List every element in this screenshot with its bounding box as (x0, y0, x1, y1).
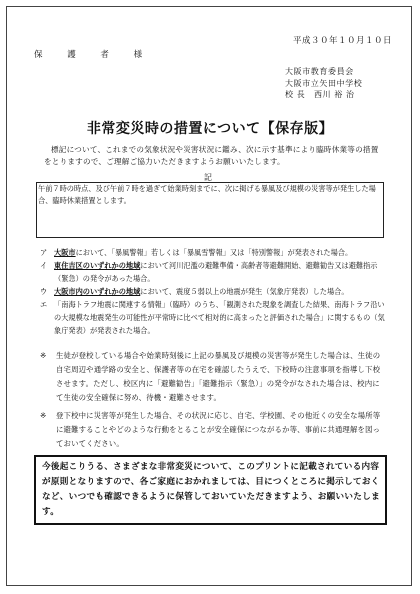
document-date: 平成３０年１０月１０日 (292, 36, 392, 46)
notes-section (40, 349, 385, 455)
item-marker: ア (40, 248, 48, 257)
list-item (40, 246, 390, 259)
criteria-text: 午前７時の時点、及び午前７時を過ぎて始業時刻までに、次に掲げる暴風及び規模の災害等が発生した場合、臨時休業措置とします。 (38, 184, 376, 205)
item-lead: 大阪市 (54, 248, 76, 257)
note-marker: ※ (40, 351, 47, 360)
item-lead: 東住吉区のいずれかの地域 (54, 261, 141, 270)
page-title: 非常変災時の措置について【保存版】 (86, 121, 334, 137)
sender-block (285, 66, 362, 101)
closing-text: 今後起こりうる、さまざまな非常変災について、このプリントに記載されている内容が原則となりますので、各ご家庭におかれましては、目につくところに掲示しておくなど、いつでも確認できるように保管しておいていただきますよう、お願いいたします。 (42, 462, 380, 517)
sender-school: 大阪市立矢田中学校 (285, 78, 363, 88)
item-marker: ウ (40, 287, 48, 296)
item-text: 「南海トラフ地震に関連する情報」（臨時）のうち、「観測された現象を調査した結果、南海トラフ沿いの大規模な地震発生の可能性が平常時に比べて相対的に高まったと評価された場合」に関するもの（気象庁発表）が発表された場合。 (54, 300, 385, 335)
list-item (40, 259, 390, 285)
item-marker: イ (40, 261, 48, 270)
sender-organization: 大阪市教育委員会 (285, 67, 354, 76)
intro-paragraph (44, 144, 384, 168)
item-text: において、震度５弱以上の地震が発生（気象庁発表）した場合。 (140, 287, 349, 296)
item-text: において、「暴風警報」若しくは「暴風雪警報」又は「特別警報」が発表された場合。 (75, 248, 353, 257)
intro-text: 標記について、これまでの気象状況や災害状況に鑑み、次に示す基準により臨時休業等の措置をとりますので、ご理解ご協力いただきますようお願いいたします。 (44, 145, 379, 166)
item-text: において河川氾濫の避難準備・高齢者等避難開始、避難勧告又は避難指示（緊急）の発令があった場合。 (54, 261, 378, 283)
list-item (40, 285, 390, 298)
list-item (40, 298, 390, 337)
criteria-list (40, 246, 390, 337)
item-marker: エ (40, 300, 48, 309)
note-marker: ※ (40, 411, 47, 420)
item-lead: 大阪市内のいずれかの地域 (54, 287, 141, 296)
note-item (40, 349, 385, 405)
sender-principal: 校 長 西川 裕 治 (285, 90, 355, 99)
note-text: 登下校中に災害等が発生した場合、その状況に応じ、自宅、学校園、その他近くの安全な場所等に避難することやどのような行動をとることが安全確保につながるか等、事前に共通理解を図っておいてください。 (56, 411, 381, 448)
note-item (40, 409, 385, 451)
note-text: 生徒が登校している場合や始業時刻後に上記の暴風及び規模の災害等が発生した場合は、生徒の自宅周辺や通学路の安全と、保護者等の在宅を確認したうえで、下校時の注意事項を指導し下校させます。ただし、校区内に「避難勧告」「避難指示（緊急）」の発令がなされた場合は、校内にて生徒の安全確保に努め、待機・避難させます。 (56, 351, 381, 402)
recipient-line: 保 護 者 様 (34, 50, 154, 60)
ki-heading: 記 (204, 173, 212, 182)
